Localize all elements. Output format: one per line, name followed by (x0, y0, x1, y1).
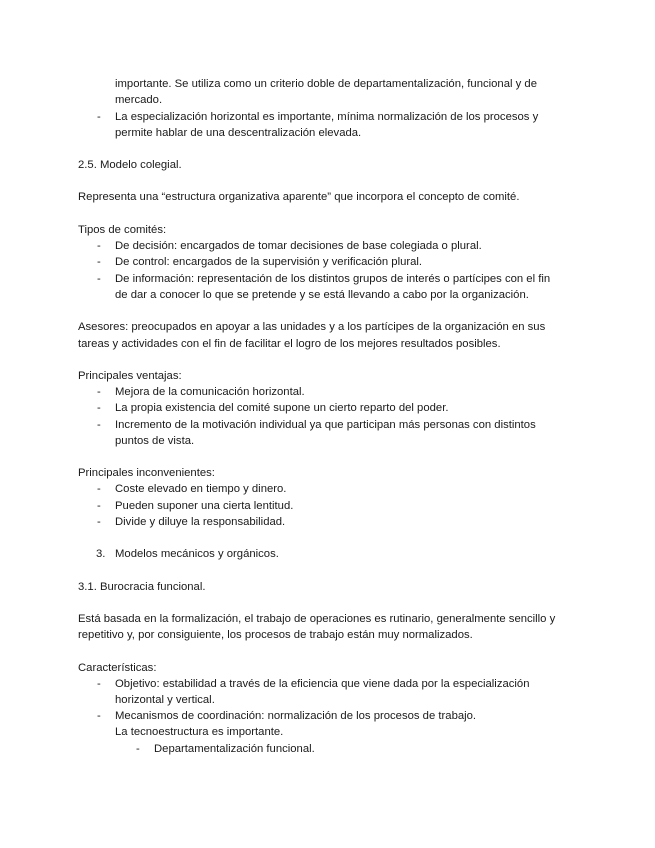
caracteristicas-item-1-line-2: horizontal y vertical. (115, 694, 215, 706)
section-3-1-para-line-1: Está basada en la formalización, el trabajo de operaciones es rutinario, generalmente sencillo y (78, 613, 556, 625)
bullet-dash: - (97, 386, 101, 398)
intro-cont-line-2: mercado. (115, 94, 163, 106)
caracteristicas-item-2-line-1: Mecanismos de coordinación: normalización de los procesos de trabajo. (115, 710, 477, 722)
ventajas-item-1: Mejora de la comunicación horizontal. (115, 386, 305, 398)
bullet-dash: - (97, 500, 101, 512)
tipos-item-3-line-1: De información: representación de los distintos grupos de interés o partícipes con el fin (115, 273, 551, 285)
ventajas-item-3-line-1: Incremento de la motivación individual ya que participan más personas con distintos (115, 419, 536, 431)
caracteristicas-sub-item-1: Departamentalización funcional. (154, 743, 315, 755)
ventajas-heading: Principales ventajas: (78, 370, 182, 382)
section-3-1-para-line-2: repetitivo y, por consiguiente, los procesos de trabajo están muy normalizados. (78, 629, 473, 641)
section-3-1-heading: 3.1. Burocracia funcional. (78, 581, 206, 593)
bullet-dash: - (97, 516, 101, 528)
asesores-line-2: tareas y actividades con el fin de facilitar el logro de los mejores resultados posibles. (78, 338, 501, 350)
bullet-dash: - (97, 240, 101, 252)
tipos-item-3-line-2: de dar a conocer lo que se pretende y se está llevando a cabo por la organización. (115, 289, 529, 301)
intro-cont-line-1: importante. Se utiliza como un criterio doble de departamentalización, funcional y de (115, 78, 537, 90)
section-3-title: Modelos mecánicos y orgánicos. (115, 548, 279, 560)
tipos-heading: Tipos de comités: (78, 224, 167, 236)
inconvenientes-item-2: Pueden suponer una cierta lentitud. (115, 500, 294, 512)
inconvenientes-heading: Principales inconvenientes: (78, 467, 215, 479)
sub-bullet-dash: - (136, 743, 140, 755)
section-2-5-heading: 2.5. Modelo colegial. (78, 159, 182, 171)
asesores-line-1: Asesores: preocupados en apoyar a las unidades y a los partícipes de la organización en sus (78, 321, 546, 333)
intro-bullet-line-1: La especialización horizontal es importante, mínima normalización de los procesos y (115, 111, 539, 123)
bullet-dash: - (97, 419, 101, 431)
bullet-dash: - (97, 111, 101, 123)
bullet-dash: - (97, 483, 101, 495)
bullet-dash: - (97, 402, 101, 414)
ventajas-item-3-line-2: puntos de vista. (115, 435, 195, 447)
tipos-item-1: De decisión: encargados de tomar decisiones de base colegiada o plural. (115, 240, 482, 252)
inconvenientes-item-1: Coste elevado en tiempo y dinero. (115, 483, 287, 495)
inconvenientes-item-3: Divide y diluye la responsabilidad. (115, 516, 286, 528)
ventajas-item-2: La propia existencia del comité supone un cierto reparto del poder. (115, 402, 449, 414)
caracteristicas-item-1-line-1: Objetivo: estabilidad a través de la eficiencia que viene dada por la especialización (115, 678, 530, 690)
bullet-dash: - (97, 710, 101, 722)
section-2-5-paragraph: Representa una “estructura organizativa aparente” que incorpora el concepto de comité. (78, 191, 520, 203)
bullet-dash: - (97, 273, 101, 285)
bullet-dash: - (97, 256, 101, 268)
tipos-item-2: De control: encargados de la supervisión y verificación plural. (115, 256, 423, 268)
section-3-number: 3. (96, 548, 106, 560)
caracteristicas-item-2-line-2: La tecnoestructura es importante. (115, 726, 284, 738)
caracteristicas-heading: Características: (78, 662, 157, 674)
intro-bullet-line-2: permite hablar de una descentralización elevada. (115, 127, 362, 139)
bullet-dash: - (97, 678, 101, 690)
